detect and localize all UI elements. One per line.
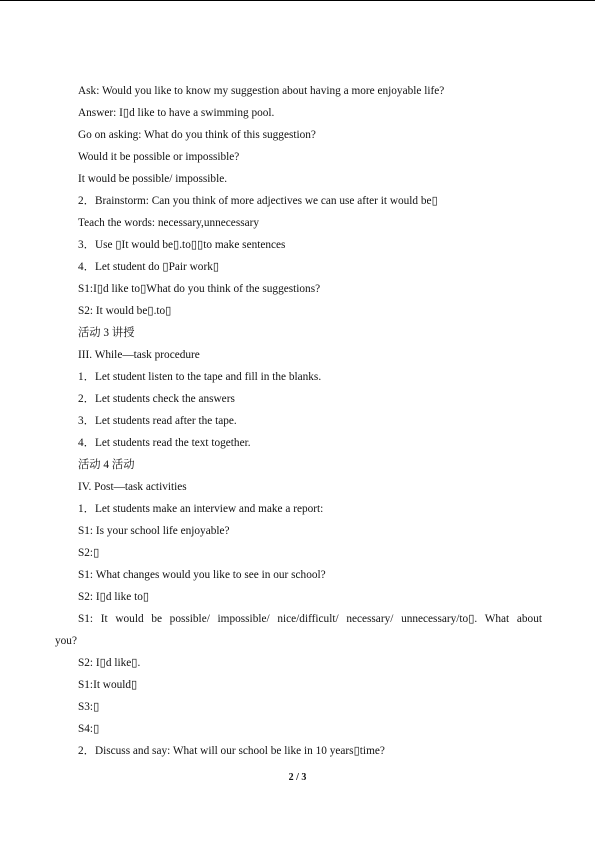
text-line: Would it be possible or impossible? — [78, 151, 240, 163]
text-line: S1: Is your school life enjoyable? — [78, 525, 230, 537]
text-line-continuation: you? — [55, 635, 77, 647]
document-body — [55, 80, 542, 762]
text-line: It would be possible/ impossible. — [78, 173, 228, 185]
text-line: S1:I▯d like to▯What do you think of the suggestions? — [78, 283, 321, 295]
text-line: S2: I▯d like▯. — [78, 657, 141, 669]
text-line: Teach the words: necessary,unnecessary — [78, 217, 260, 229]
text-line: S2:▯ — [78, 547, 100, 559]
text-line: S2: I▯d like to▯ — [78, 591, 150, 603]
section-heading: 活动 4 活动 — [78, 459, 135, 471]
text-line: 2．Discuss and say: What will our school be like in 10 years▯time? — [78, 745, 385, 757]
text-line: 3．Use ▯It would be▯.to▯▯to make sentences — [78, 239, 286, 251]
section-heading: III. While—task procedure — [78, 349, 200, 361]
text-line: 4．Let students read the text together. — [78, 437, 251, 449]
text-line: Answer: I▯d like to have a swimming pool. — [78, 107, 275, 119]
text-line: S3:▯ — [78, 701, 100, 713]
text-line: S4:▯ — [78, 723, 100, 735]
text-line: 1．Let students make an interview and make a report: — [78, 503, 324, 515]
text-line: 1．Let student listen to the tape and fill in the blanks. — [78, 371, 322, 383]
text-line: Ask: Would you like to know my suggestion about having a more enjoyable life? — [78, 85, 445, 97]
text-line-wrapped: S1: It would be possible/ impossible/ nice/difficult/ necessary/ unnecessary/to▯. What about — [78, 613, 542, 625]
text-line: 2．Brainstorm: Can you think of more adjectives we can use after it would be▯ — [78, 195, 438, 207]
text-line: 3．Let students read after the tape. — [78, 415, 237, 427]
section-heading: IV. Post—task activities — [78, 481, 187, 493]
text-line: 2．Let students check the answers — [78, 393, 235, 405]
text-line: Go on asking: What do you think of this suggestion? — [78, 129, 316, 141]
text-line: S1:It would▯ — [78, 679, 138, 691]
text-line: S2: It would be▯.to▯ — [78, 305, 172, 317]
top-rule — [0, 0, 595, 1]
section-heading: 活动 3 讲授 — [78, 327, 135, 339]
page-number: 2 / 3 — [288, 772, 307, 783]
text-line: 4．Let student do ▯Pair work▯ — [78, 261, 220, 273]
text-line: S1: What changes would you like to see in our school? — [78, 569, 326, 581]
